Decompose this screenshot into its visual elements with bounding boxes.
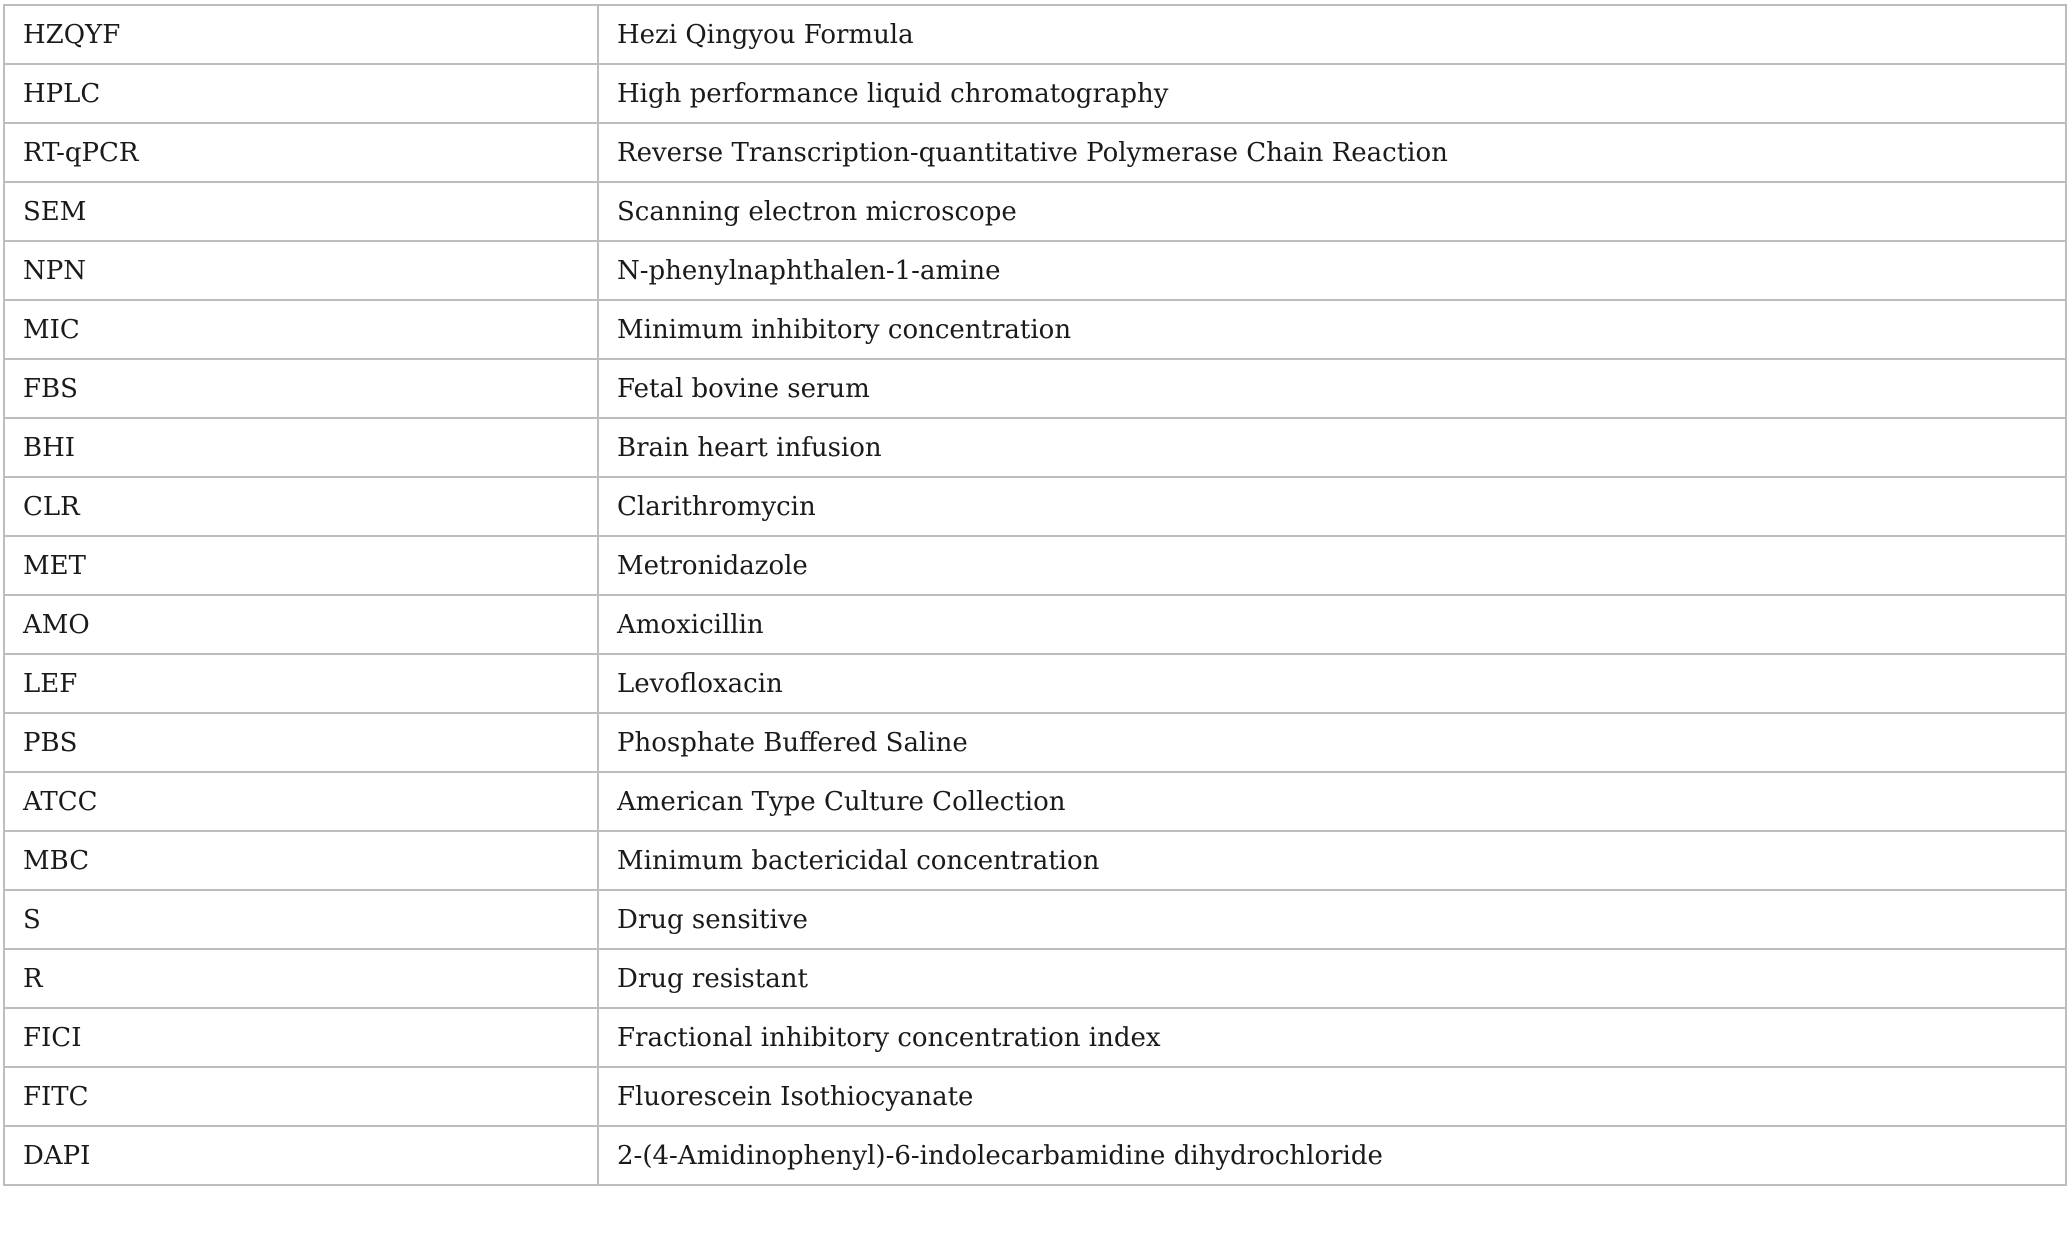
table-row	[4, 1008, 2066, 1067]
definition-cell: High performance liquid chromatography	[598, 64, 2066, 123]
abbreviation-cell: R	[4, 949, 598, 1008]
definition-cell: Scanning electron microscope	[598, 182, 2066, 241]
abbreviations-table-container	[3, 4, 2065, 1186]
definition-cell: Levofloxacin	[598, 654, 2066, 713]
abbreviation-cell: FITC	[4, 1067, 598, 1126]
table-row	[4, 654, 2066, 713]
table-row	[4, 949, 2066, 1008]
table-row	[4, 5, 2066, 64]
definition-cell: American Type Culture Collection	[598, 772, 2066, 831]
definition-cell: 2-(4-Amidinophenyl)-6-indolecarbamidine dihydrochloride	[598, 1126, 2066, 1185]
table-row	[4, 536, 2066, 595]
table-row	[4, 64, 2066, 123]
abbreviation-cell: MIC	[4, 300, 598, 359]
abbreviation-cell: BHI	[4, 418, 598, 477]
table-row	[4, 182, 2066, 241]
abbreviation-cell: LEF	[4, 654, 598, 713]
definition-cell: Minimum inhibitory concentration	[598, 300, 2066, 359]
abbreviation-cell: ATCC	[4, 772, 598, 831]
definition-cell: Drug resistant	[598, 949, 2066, 1008]
definition-cell: Fractional inhibitory concentration index	[598, 1008, 2066, 1067]
table-row	[4, 713, 2066, 772]
abbreviation-cell: CLR	[4, 477, 598, 536]
definition-cell: Amoxicillin	[598, 595, 2066, 654]
abbreviation-cell: FBS	[4, 359, 598, 418]
table-row	[4, 123, 2066, 182]
abbreviation-cell: DAPI	[4, 1126, 598, 1185]
abbreviation-cell: PBS	[4, 713, 598, 772]
definition-cell: Phosphate Buffered Saline	[598, 713, 2066, 772]
table-row	[4, 595, 2066, 654]
abbreviation-cell: SEM	[4, 182, 598, 241]
definition-cell: Clarithromycin	[598, 477, 2066, 536]
table-row	[4, 241, 2066, 300]
definition-cell: Drug sensitive	[598, 890, 2066, 949]
definition-cell: Metronidazole	[598, 536, 2066, 595]
abbreviation-cell: S	[4, 890, 598, 949]
definition-cell: Reverse Transcription-quantitative Polymerase Chain Reaction	[598, 123, 2066, 182]
abbreviations-table	[3, 4, 2067, 1186]
table-row	[4, 1126, 2066, 1185]
table-row	[4, 831, 2066, 890]
definition-cell: Hezi Qingyou Formula	[598, 5, 2066, 64]
abbreviation-cell: MET	[4, 536, 598, 595]
abbreviation-cell: FICI	[4, 1008, 598, 1067]
abbreviation-cell: HZQYF	[4, 5, 598, 64]
abbreviation-cell: MBC	[4, 831, 598, 890]
definition-cell: Minimum bactericidal concentration	[598, 831, 2066, 890]
abbreviation-cell: NPN	[4, 241, 598, 300]
definition-cell: Fluorescein Isothiocyanate	[598, 1067, 2066, 1126]
table-row	[4, 418, 2066, 477]
table-row	[4, 359, 2066, 418]
table-row	[4, 1067, 2066, 1126]
table-row	[4, 300, 2066, 359]
abbreviation-cell: HPLC	[4, 64, 598, 123]
abbreviation-cell: RT-qPCR	[4, 123, 598, 182]
definition-cell: Brain heart infusion	[598, 418, 2066, 477]
abbreviation-cell: AMO	[4, 595, 598, 654]
table-row	[4, 890, 2066, 949]
definition-cell: N-phenylnaphthalen-1-amine	[598, 241, 2066, 300]
table-row	[4, 477, 2066, 536]
table-row	[4, 772, 2066, 831]
definition-cell: Fetal bovine serum	[598, 359, 2066, 418]
